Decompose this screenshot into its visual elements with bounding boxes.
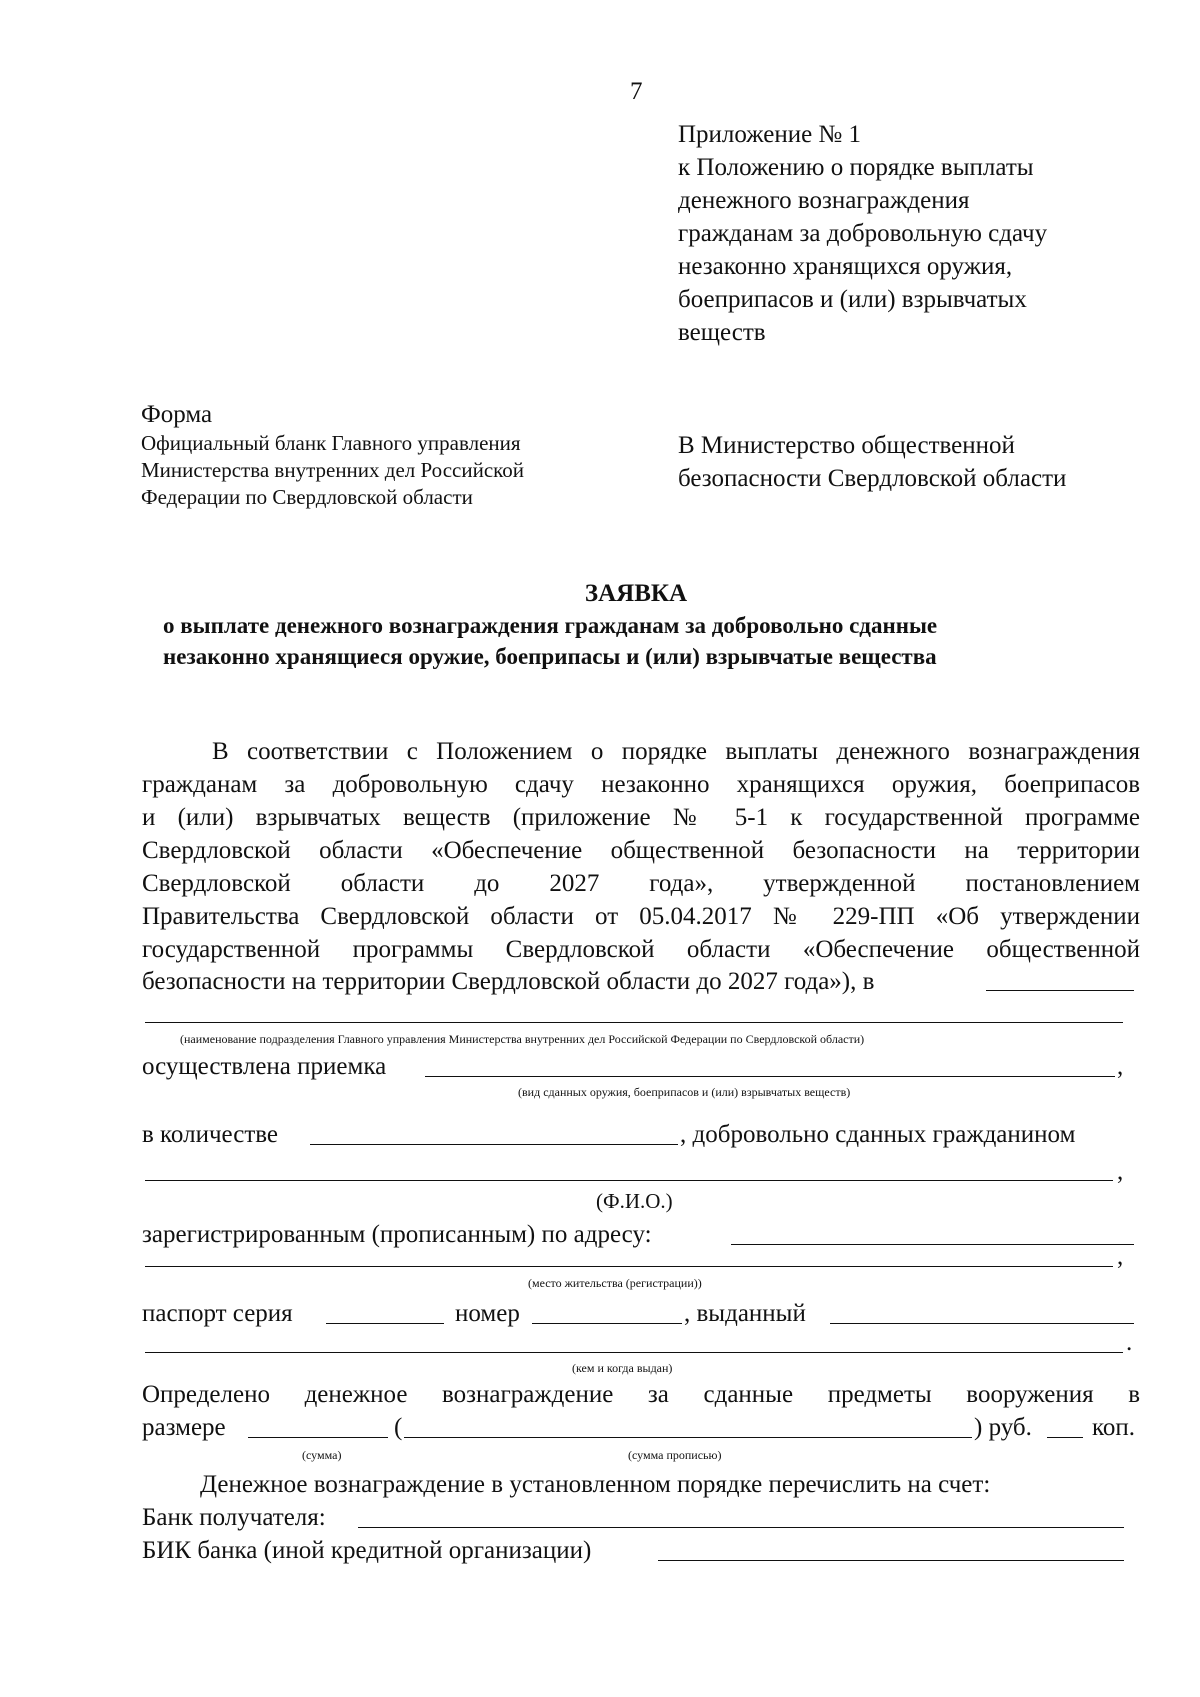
amount-words-field[interactable]: [404, 1437, 972, 1438]
page-number: 7: [630, 78, 643, 105]
quantity-label: в количестве: [142, 1121, 279, 1148]
issued-by-field-1[interactable]: [830, 1323, 1134, 1324]
addressee-line: В Министерство общественной: [678, 432, 1015, 459]
bik-field[interactable]: [658, 1560, 1124, 1561]
passport-series-field[interactable]: [326, 1323, 444, 1324]
comma-2: ,: [1117, 1158, 1124, 1185]
subdivision-blank-1[interactable]: [986, 990, 1134, 991]
amount-field[interactable]: [248, 1437, 388, 1438]
caption-fio: (Ф.И.О.): [596, 1189, 673, 1213]
document-subtitle-line-2: незаконно хранящиеся оружие, боеприпасы и (или) взрывчатые вещества: [163, 644, 937, 669]
letterhead-line: Федерации по Свердловской области: [141, 485, 473, 509]
letterhead-block: [141, 430, 524, 511]
subdivision-blank-2[interactable]: [145, 1022, 1123, 1023]
caption-subdivision: (наименование подразделения Главного управления Министерства внутренних дел Российской Федерации по Свердловской области): [180, 1032, 865, 1046]
bank-field[interactable]: [358, 1527, 1124, 1528]
registered-label: зарегистрированным (прописанным) по адресу:: [142, 1221, 652, 1248]
caption-sum-words: (сумма прописью): [628, 1448, 722, 1462]
addressee-block: [678, 429, 1066, 495]
appendix-line: Приложение № 1: [678, 121, 862, 148]
quantity-field[interactable]: [310, 1144, 678, 1145]
letterhead-line: Официальный бланк Главного управления: [141, 431, 521, 455]
paragraph-last-line: безопасности на территории Свердловской области до 2027 года»), в: [142, 968, 875, 995]
comma-1: ,: [1117, 1053, 1124, 1080]
passport-series-label: паспорт серия: [142, 1300, 293, 1327]
passport-number-field[interactable]: [532, 1323, 682, 1324]
passport-number-label: номер: [455, 1300, 520, 1327]
document-subtitle-line-1: о выплате денежного вознаграждения гражданам за добровольно сданные: [163, 613, 938, 638]
paragraph-line: Свердловской области «Обеспечение общественной безопасности на территории: [142, 837, 1140, 864]
paragraph-line: Свердловской области до 2027 года», утвержденной постановлением: [142, 870, 1140, 897]
reward-line: Определено денежное вознаграждение за сданные предметы вооружения в: [142, 1381, 1140, 1408]
caption-issued: (кем и когда выдан): [572, 1361, 673, 1375]
transfer-label: Денежное вознаграждение в установленном порядке перечислить на счет:: [200, 1471, 991, 1498]
appendix-line: боеприпасов и (или) взрывчатых: [678, 286, 1027, 313]
bank-label: Банк получателя:: [142, 1504, 326, 1531]
comma-3: ,: [1117, 1243, 1124, 1270]
addressee-line: безопасности Свердловской области: [678, 465, 1067, 492]
voluntary-label: , добровольно сданных гражданином: [680, 1121, 1076, 1148]
kop-field[interactable]: [1047, 1437, 1083, 1438]
appendix-line: веществ: [678, 319, 766, 346]
paragraph-line: В соответствии с Положением о порядке выплаты денежного вознаграждения: [212, 738, 1140, 765]
appendix-line: денежного вознаграждения: [678, 187, 970, 214]
document-title: ЗАЯВКА: [584, 580, 688, 607]
letterhead-line: Министерства внутренних дел Российской: [141, 458, 525, 482]
paragraph-line: и (или) взрывчатых веществ (приложение № 5-1 к государственной программе: [142, 804, 1140, 831]
bik-label: БИК банка (иной кредитной организации): [142, 1537, 592, 1564]
paragraph-line: гражданам за добровольную сдачу незаконно хранящихся оружия, боеприпасов: [142, 771, 1140, 798]
appendix-line: гражданам за добровольную сдачу: [678, 220, 1048, 247]
issued-label: , выданный: [684, 1300, 806, 1327]
paragraph-line: государственной программы Свердловской области «Обеспечение общественной: [142, 936, 1140, 963]
caption-kind: (вид сданных оружия, боеприпасов и (или) взрывчатых веществ): [518, 1085, 851, 1099]
weapon-kind-field[interactable]: [425, 1076, 1115, 1077]
period-1: .: [1126, 1329, 1133, 1356]
appendix-line: незаконно хранящихся оружия,: [678, 253, 1013, 280]
address-field-1[interactable]: [731, 1244, 1134, 1245]
address-field-2[interactable]: [145, 1266, 1113, 1267]
amount-label: размере: [142, 1414, 226, 1441]
kop-label: коп.: [1092, 1414, 1136, 1441]
rub-label: ) руб.: [974, 1414, 1032, 1441]
paragraph-line: Правительства Свердловской области от 05.04.2017 № 229-ПП «Об утверждении: [142, 903, 1140, 930]
appendix-block: [678, 118, 1047, 349]
form-label: Форма: [141, 401, 213, 428]
caption-residence: (место жительства (регистрации)): [528, 1276, 702, 1290]
accepted-label: осуществлена приемка: [142, 1053, 387, 1080]
caption-sum: (сумма): [302, 1448, 342, 1462]
issued-by-field-2[interactable]: [145, 1352, 1123, 1353]
open-paren: (: [394, 1414, 403, 1441]
citizen-fio-field[interactable]: [145, 1180, 1113, 1181]
appendix-line: к Положению о порядке выплаты: [678, 154, 1034, 181]
